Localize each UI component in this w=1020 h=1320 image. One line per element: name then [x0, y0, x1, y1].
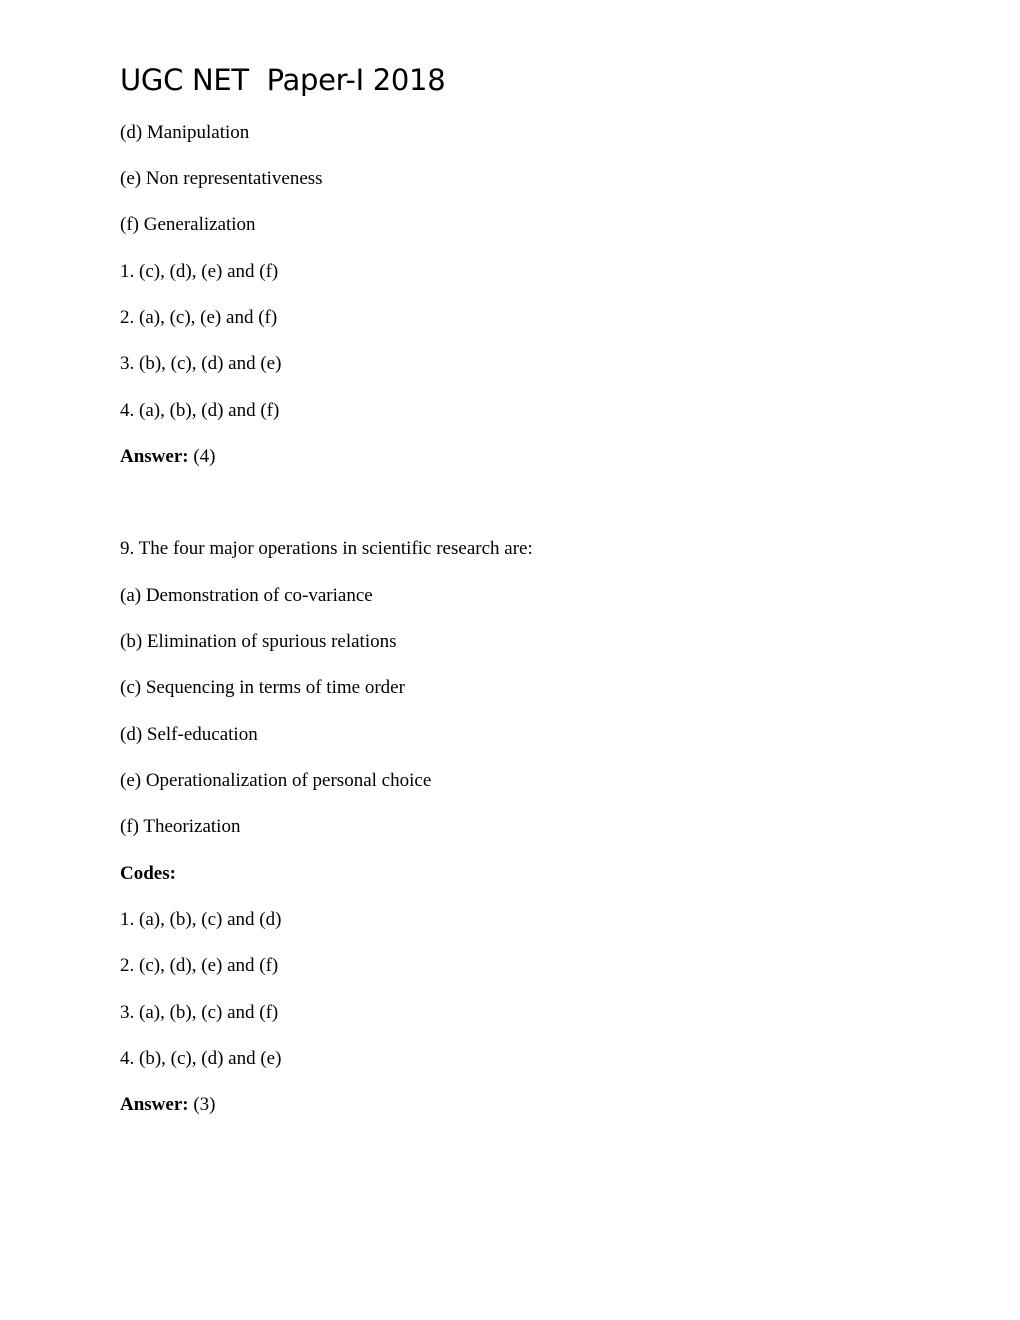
q9-answer-label: Answer:	[120, 1094, 189, 1115]
q9-answer-value: (3)	[188, 1094, 216, 1115]
q8-answer-value: (4)	[188, 446, 216, 467]
q9-option-e: (e) Operationalization of personal choice	[120, 770, 432, 791]
q8-answer	[120, 445, 216, 469]
q9-option-a: (a) Demonstration of co-variance	[120, 585, 373, 606]
q9-code-3: 3. (a), (b), (c) and (f)	[120, 1002, 279, 1023]
q8-code-3: 3. (b), (c), (d) and (e)	[120, 353, 282, 374]
q9-code-2: 2. (c), (d), (e) and (f)	[120, 955, 279, 976]
q9-question-text: 9. The four major operations in scientific research are:	[120, 538, 533, 559]
q9-code-4: 4. (b), (c), (d) and (e)	[120, 1048, 282, 1069]
q9-option-c: (c) Sequencing in terms of time order	[120, 677, 405, 698]
q8-option-f: (f) Generalization	[120, 214, 256, 235]
q8-code-2: 2. (a), (c), (e) and (f)	[120, 307, 278, 328]
q8-option-e: (e) Non representativeness	[120, 168, 323, 189]
q8-code-4: 4. (a), (b), (d) and (f)	[120, 400, 280, 421]
q8-answer-label: Answer:	[120, 446, 189, 467]
q9-codes-label: Codes:	[120, 863, 176, 884]
q8-code-1: 1. (c), (d), (e) and (f)	[120, 261, 279, 282]
q9-option-d: (d) Self-education	[120, 724, 258, 745]
q9-option-b: (b) Elimination of spurious relations	[120, 631, 397, 652]
q8-option-d: (d) Manipulation	[120, 122, 250, 143]
q9-code-1: 1. (a), (b), (c) and (d)	[120, 909, 282, 930]
page-header-title: UGC NET Paper-I 2018	[120, 63, 446, 97]
q9-option-f: (f) Theorization	[120, 816, 241, 837]
q9-answer	[120, 1093, 216, 1117]
